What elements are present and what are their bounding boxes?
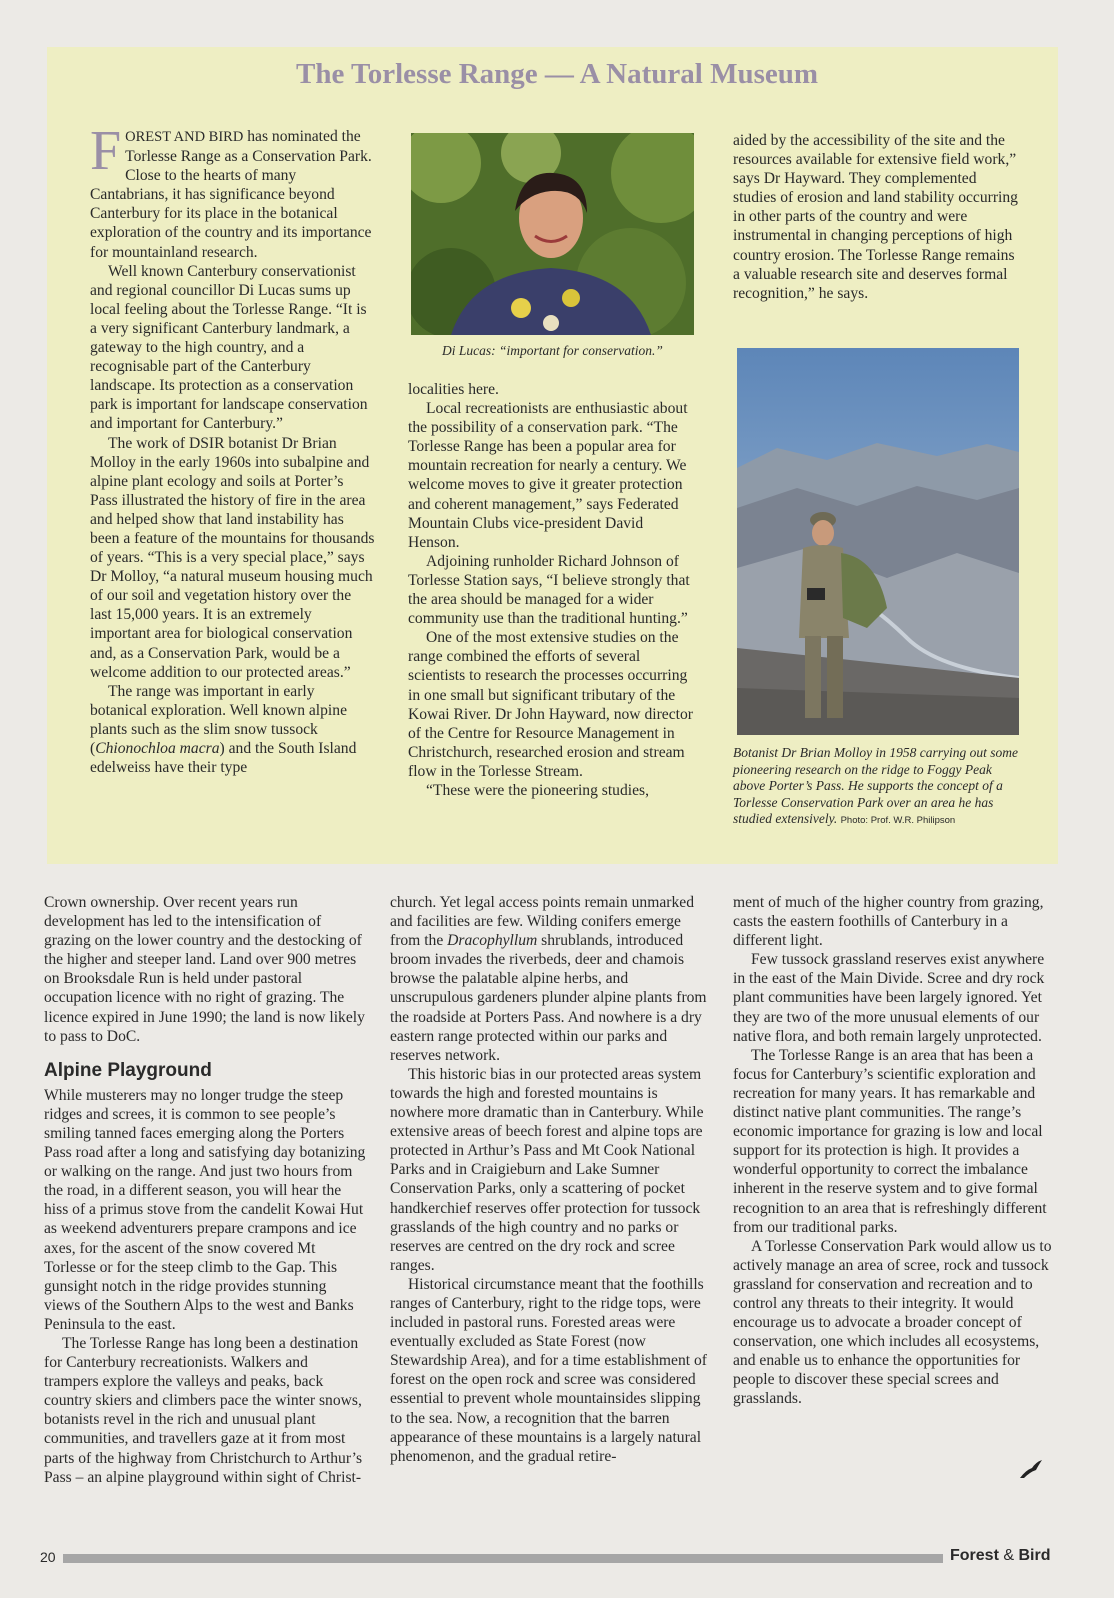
text: ) and the South Island edelweiss have their type [90,740,357,777]
page-number: 20 [40,1549,56,1565]
paragraph: The Torlesse Range is an area that has been a focus for Canterbury’s scientific exploration and recreation for many years. It has remarkable and distinct native plant communities. The range’s economic importance for grazing is low and local support for its protection is high. It provides a wonderful opportunity to correct the imbalance inherent in the reserve system and to give formal recognition to an area that is refreshingly different from our traditional parks. [733,1046,1047,1236]
photo-credit: Photo: Prof. W.R. Philipson [840,815,956,826]
paragraph: Local recreationists are enthusiastic about the possibility of a conservation park. “The Torlesse Range has been a popular area for mountain recreation for nearly a century. We welcome moves to give it greater protection and coherent management,” says Federated Mountain Clubs vice-president David Henson. [408,400,688,551]
molloy-caption [733,745,1018,830]
paragraph: aided by the accessibility of the site and the resources available for extensive field work,” says Dr Hayward. They complemented studies of erosion and land stability occurring in other parts of the country and were instrumental in changing perceptions of high country erosion. The Torlesse Range remains a valuable research site and deserves formal recognition,” he says. [733,132,1018,302]
paragraph: The work of DSIR botanist Dr Brian Molloy in the early 1960s into subalpine and alpine plant ecology and soils at Porter’s Pass illustrated the history of fire in the area and helped show that land instability has been a feature of the mountains for thousands of years. “This is a very special place,” says Dr Molloy, “a natural museum housing much of our soil and vegetation history over the last 15,000 years. It is an extremely important area for biological conservation and, as a Conservation Park, would be a welcome addition to our protected areas.” [90,434,375,681]
drop-cap: F [90,120,122,182]
lower-column-1 [44,893,366,1487]
right-column [733,131,1018,303]
paragraph: Crown ownership. Over recent years run development has led to the intensification of grazing on the lower country and the destocking of the higher and steeper land. Land over 900 metres on Brooksdale Run is held under pastoral occupation licence with no right of grazing. The licence expired in June 1990; the land is now likely to pass to DoC. [44,894,365,1045]
paragraph: Well known Canterbury conservationist and regional councillor Di Lucas sums up local feeling about the Torlesse Range. “It is a very significant Canterbury landmark, a gateway to the high country, and a recognisable part of the Canterbury landscape. Its protection as a conservation park is important for landscape conservation and important for Canterbury.” [90,262,368,433]
lower-column-2 [390,893,712,1466]
portrait-image [411,133,694,335]
paragraph: “These were the pioneering studies, [426,781,649,799]
article-title: The Torlesse Range — A Natural Museum [295,58,819,90]
molloy-photo [737,348,1019,735]
lower-column-3 [733,893,1055,1409]
portrait-caption: Di Lucas: “important for conservation.” [442,343,663,358]
species-name: Chionochloa macra [95,740,220,757]
intro-paragraph [90,120,375,262]
middle-column [408,380,693,800]
paragraph [390,893,712,1065]
mag-word: Bird [1018,1547,1051,1564]
paragraph: One of the most extensive studies on the range combined the efforts of several scientists to research the processes occurring in one small but significant tributary of the Kowai River. Dr John Hayward, now director of the Centre for Resource Management in Christchurch, researched erosion and stream flow in the Torlesse Stream. [408,629,693,780]
paragraph [90,682,375,777]
genus-name: Dracophyllum [447,932,538,950]
paragraph: ment of much of the higher country from grazing, casts the eastern foothills of Canterbury in a different light. [733,894,1044,950]
bird-end-mark-icon [1018,1458,1044,1480]
text: The range was important in early botanical exploration. Well known alpine plants such as the slim snow tussock ( [90,682,347,757]
paragraph: The Torlesse Range has long been a destination for Canterbury recreationists. Walkers and trampers explore the valleys and peaks, back country skiers and climbers pace the winter snows, botanists revel in the rich and unusual plant communities, and travellers gaze at it from most parts of the highway from Christchurch to Arthur’s Pass – an alpine playground within sight of Christ- [44,1334,363,1486]
section-heading: Alpine Playground [44,1059,212,1081]
text: church. Yet legal access points remain unmarked and facilities are few. Wilding conifers emerge from the [390,894,694,950]
paragraph: Few tussock grassland reserves exist anywhere in the east of the Main Divide. Scree and dry rock plant communities have been largely ignored. Yet they are two of the more unusual elements of our native flora, and both remain largely unprotected. [733,951,1045,1045]
paragraph: While musterers may no longer trudge the steep ridges and screes, it is common to see people’s smiling tanned faces emerging along the Porters Pass road after a long and satisfying day botanizing or walking on the range. And just two hours from the road, in a different season, you will hear the hiss of a primus stove from the candelit Kowai Hut as weekend adventurers prepare crampons and ice axes, for the ascent of the snow covered Mt Torlesse or for the steep climb to the Gap. This gunsight notch in the ridge provides stunning views of the Southern Alps to the west and Banks Peninsula to the east. [44,1086,366,1333]
intro-column [90,120,375,777]
intro-text: has nominated the Torlesse Range as a Conservation Park. Close to the hearts of many Cantabrians, it has significance beyond Canterbury for its place in the botanical exploration of the country and its importance for mountainland research. [90,128,372,261]
caption-text: Botanist Dr Brian Molloy in 1958 carrying out some pioneering research on the ridge to Foggy Peak above Porter’s Pass. He supports the concept of a Torlesse Conservation Park over an area he has studied extensively. [733,745,1018,826]
paragraph: A Torlesse Conservation Park would allow us to actively manage an area of scree, rock and tussock grassland for conservation and recreation and to control any threats to their integrity. It would encourage us to advocate a broader concept of conservation, one which includes all ecosystems, and enable us to enhance the opportunities for people to discover these special screes and grasslands. [733,1237,1052,1408]
di-lucas-photo [411,133,694,335]
paragraph: localities here. [408,381,499,398]
footer-rule [63,1554,943,1563]
mountain-image [737,348,1019,735]
mag-word: Forest [950,1547,999,1564]
paragraph: Adjoining runholder Richard Johnson of Torlesse Station says, “I believe strongly that the area should be managed for a wider community use than the traditional hunting.” [408,552,690,628]
magazine-name [950,1547,1050,1565]
paragraph: This historic bias in our protected areas system towards the high and forested mountains is nowhere more dramatic than in Canterbury. While extensive areas of beech forest and alpine tops are protected in Arthur’s Pass and Mt Cook National Parks and in Craigieburn and Lake Sumner Conservation Parks, only a scattering of pocket handkerchief reserves offer protection for tussock grasslands of the high country and no parks or reserves are centred on the dry rock and scree ranges. [390,1065,704,1274]
text: shrublands, introduced broom invades the riverbeds, deer and chamois browse the palatable alpine herbs, and unscrupulous gardeners plunder alpine plants from the roadside at Porters Pass. And nowhere is a dry eastern range protected within our parks and reserves network. [390,932,707,1064]
paragraph: Historical circumstance meant that the foothills ranges of Canterbury, right to the ridge tops, were included in pastoral runs. Forested areas were eventually excluded as State Forest (now Stewardship Area), and for a time establishment of forest on the open rock and scree was considered essential to prevent whole mountainsides slipping to the sea. Now, a recognition that the barren appearance of these mountains is a largely natural phenomenon, and the gradual retire- [390,1275,707,1465]
mag-ampersand: & [1003,1547,1015,1564]
opening-words: OREST AND BIRD [125,129,244,145]
